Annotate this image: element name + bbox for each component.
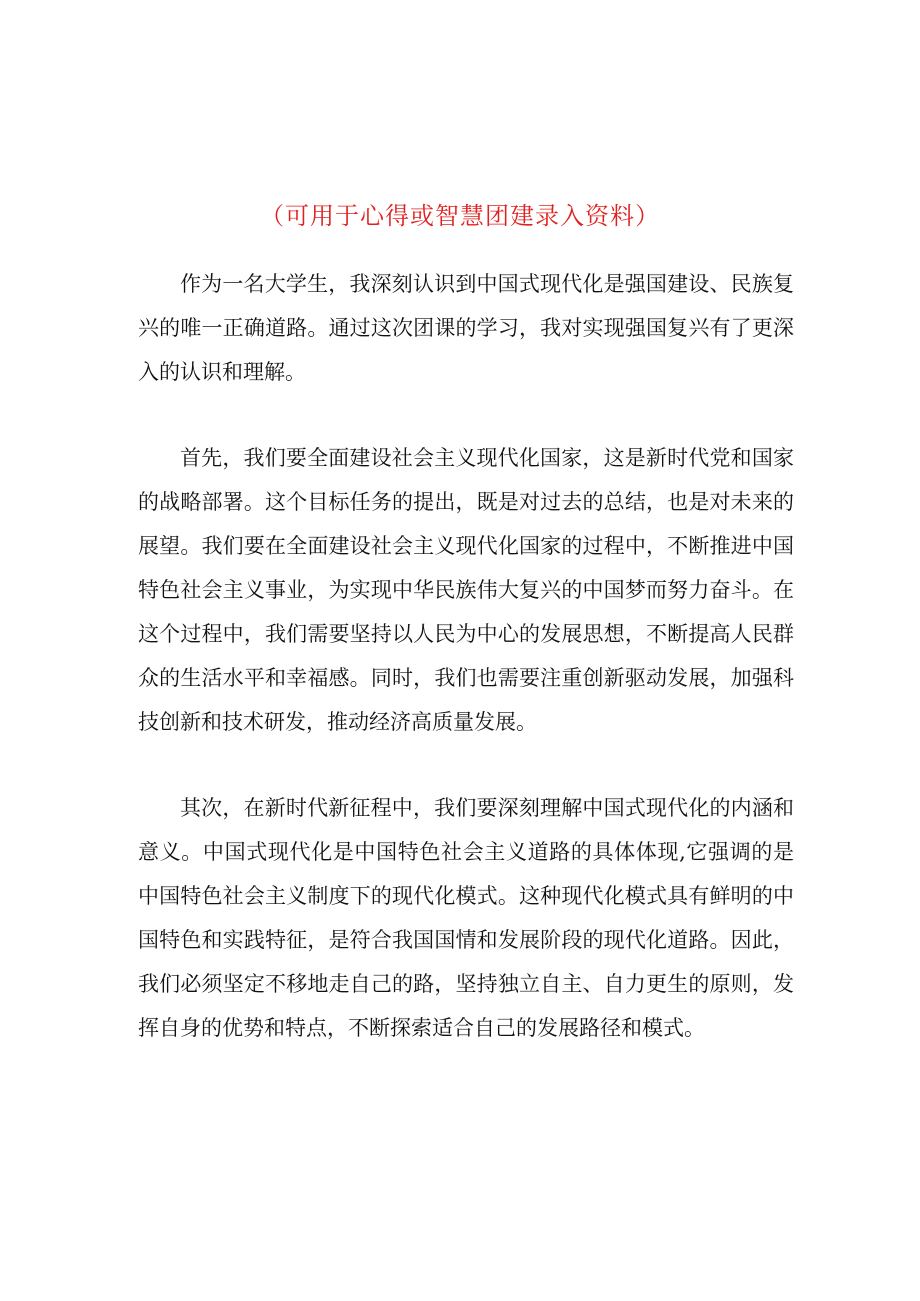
paragraph-3: 其次，在新时代新征程中，我们要深刻理解中国式现代化的内涵和意义。中国式现代化是中国特色社会主义道路的具体体现,它强调的是中国特色社会主义制度下的现代化模式。这种现代化模式具有鲜明的中国特色和实践特征，是符合我国国情和发展阶段的现代化道路。因此，我们必须坚定不移地走自己的路，坚持独立自主、自力更生的原则，发挥自身的优势和特点，不断探索适合自己的发展路径和模式。 <box>138 796 794 1040</box>
document-title: （可用于心得或智慧团建录入资料） <box>260 202 660 230</box>
paragraph-2: 首先，我们要全面建设社会主义现代化国家，这是新时代党和国家的战略部署。这个目标任务的提出，既是对过去的总结，也是对未来的展望。我们要在全面建设社会主义现代化国家的过程中，不断推进中国特色社会主义事业，为实现中华民族伟大复兴的中国梦而努力奋斗。在这个过程中，我们需要坚持以人民为中心的发展思想，不断提高人民群众的生活水平和幸福感。同时，我们也需要注重创新驱动发展，加强科技创新和技术研发，推动经济高质量发展。 <box>138 446 794 734</box>
document-body <box>138 262 794 1092</box>
paragraph-1: 作为一名大学生，我深刻认识到中国式现代化是强国建设、民族复兴的唯一正确道路。通过这次团课的学习，我对实现强国复兴有了更深入的认识和理解。 <box>138 272 794 384</box>
